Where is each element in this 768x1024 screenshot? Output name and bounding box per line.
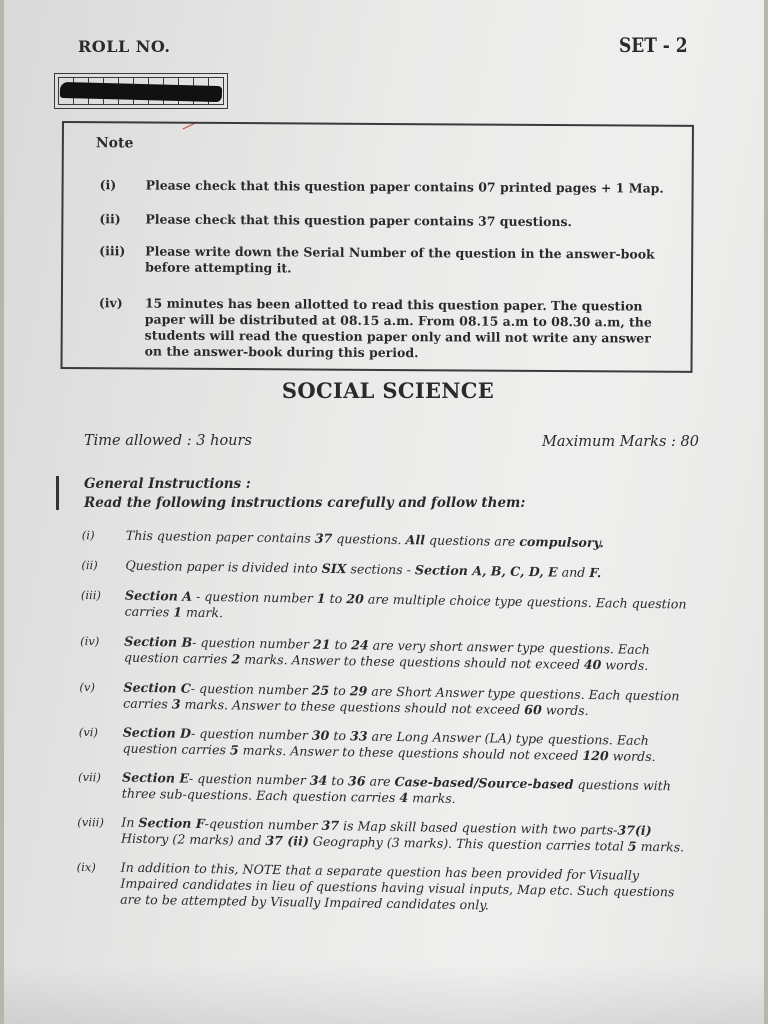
instruction-text: Section D- question number 30 to 33 are Long Answer (LA) type questions. Each question carries 5 marks. Answer to these questions should not exceed 120 words.: [122, 724, 656, 765]
instruction-item: [80, 633, 700, 675]
question-paper-sheet: [4, 0, 764, 1024]
instruction-number: (iii): [80, 587, 102, 603]
instruction-text: In Section F-qeustion number 37 is Map skill based question with two parts-37(i) History (2 marks) and 37 (ii) Geography (3 marks). This question carries total 5 marks.: [120, 814, 685, 855]
note-item-text: Please check that this question paper contains 37 questions.: [145, 211, 572, 230]
instruction-number: (ii): [81, 557, 98, 573]
instruction-item: [79, 679, 699, 721]
roll-number-label: ROLL NO.: [78, 37, 171, 56]
instruction-number: (viii): [77, 814, 104, 830]
instruction-item: [82, 527, 702, 553]
note-item-number: (iv): [98, 295, 123, 311]
instruction-text: Question paper is divided into SIX sections - Section A, B, C, D, E and F.: [125, 557, 602, 581]
general-instructions-heading: General Instructions :: [84, 476, 251, 492]
instruction-text: In addition to this, NOTE that a separate question has been provided for Visually Impaired candidates in lieu of questions having visual inputs, Map etc. Such questions are to be attempted by Visually Impaired candidates only.: [120, 859, 675, 913]
instruction-item: [81, 557, 701, 583]
note-item: [100, 177, 670, 196]
instructions-list: [76, 527, 702, 917]
instruction-text: Section E- question number 34 to 36 are Case-based/Source-based questions with three sub-questions. Each question carries 4 marks.: [121, 769, 672, 806]
instruction-text: Section A - question number 1 to 20 are multiple choice type questions. Each question carries 1 mark.: [124, 587, 687, 621]
instruction-item: [78, 724, 698, 766]
time-allowed: Time allowed : 3 hours: [84, 433, 252, 449]
note-box: [60, 121, 694, 373]
instruction-number: (i): [81, 527, 95, 543]
instruction-item: [81, 587, 701, 629]
note-item-text: 15 minutes has been allotted to read this question paper. The question paper will be distributed at 08.15 a.m. From 08.15 a.m to 08.30 a.m, the students will read the question paper only and will not write any answer on the answer-book during this period.: [144, 295, 652, 361]
maximum-marks: Maximum Marks : 80: [542, 434, 699, 450]
instruction-number: (ix): [76, 859, 96, 875]
set-number-label: SET - 2: [619, 33, 688, 57]
instruction-number: (vi): [78, 724, 99, 740]
note-item-text: Please write down the Serial Number of the question in the answer-book before attempting it.: [145, 243, 655, 276]
note-item: [99, 243, 669, 278]
general-instructions-subheading: Read the following instructions carefully and follow them:: [84, 495, 526, 511]
instruction-item: [76, 859, 697, 917]
instruction-item: [77, 814, 697, 856]
margin-pen-mark: [56, 476, 59, 510]
instruction-number: (iv): [80, 633, 100, 649]
note-item-number: (ii): [99, 211, 121, 227]
note-item: [99, 211, 669, 230]
instruction-item: [78, 769, 698, 811]
instruction-number: (v): [79, 679, 96, 695]
note-item: [99, 295, 669, 362]
note-item-number: (i): [99, 177, 117, 193]
instruction-number: (vii): [77, 769, 102, 785]
note-title: Note: [95, 135, 134, 152]
instruction-text: Section B- question number 21 to 24 are very short answer type questions. Each question carries 2 marks. Answer to these questions should not exceed 40 words.: [123, 633, 650, 673]
note-item-number: (iii): [99, 243, 126, 259]
instruction-text: This question paper contains 37 questions. All questions are compulsory.: [125, 527, 604, 551]
subject-title: SOCIAL SCIENCE: [281, 378, 495, 403]
instruction-text: Section C- question number 25 to 29 are Short Answer type questions. Each question carries 3 marks. Answer to these questions should not exceed 60 words.: [123, 679, 680, 718]
note-item-text: Please check that this question paper contains 07 printed pages + 1 Map.: [145, 177, 664, 196]
